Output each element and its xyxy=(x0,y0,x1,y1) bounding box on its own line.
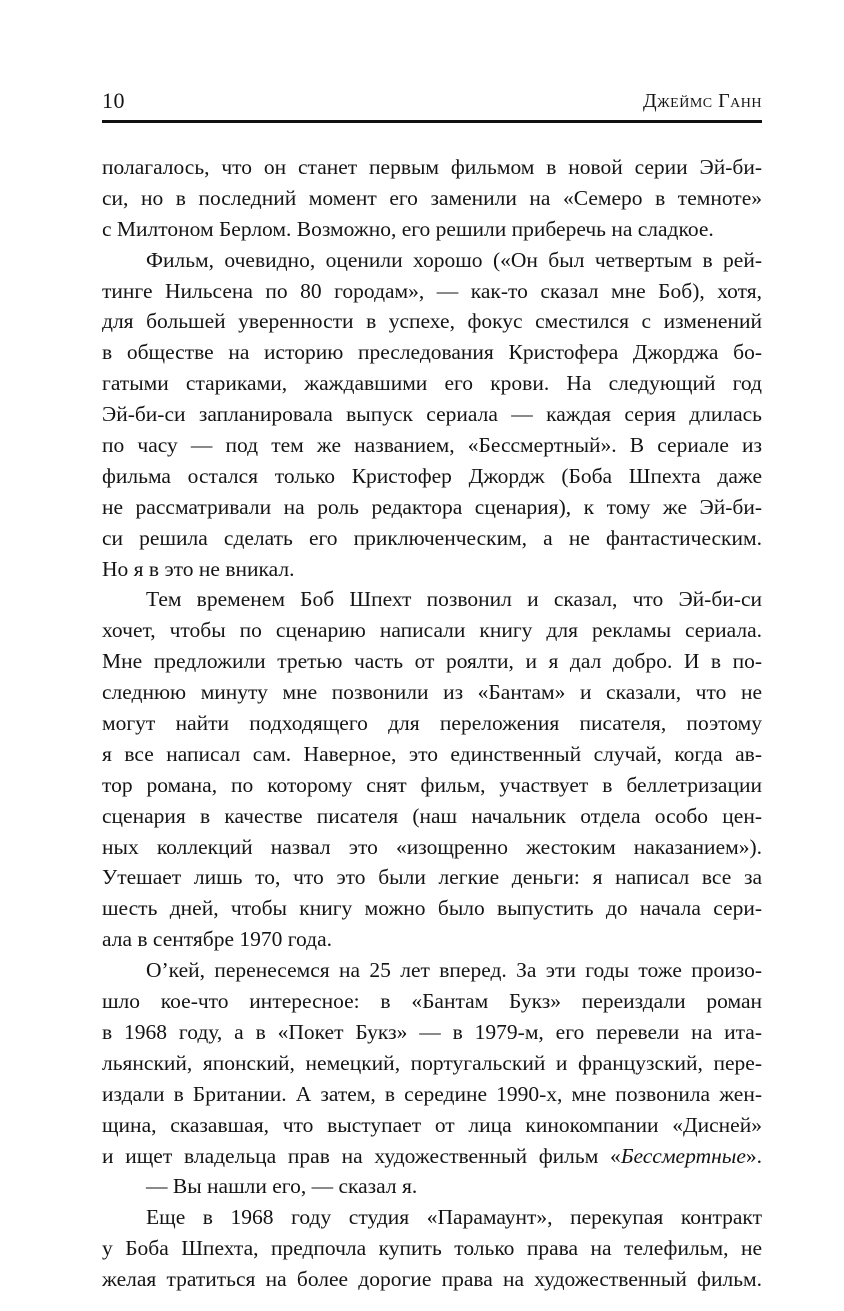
text-line: Эй-би-си запланировала выпуск сериала — каждая серия длилась xyxy=(102,402,762,427)
running-title-author: Джеймс Ганн xyxy=(642,90,762,112)
text-line: сценария в качестве писателя (наш начальник отдела особо цен- xyxy=(102,803,762,828)
text-line: для большей уверенности в успехе, фокус сместился с изменений xyxy=(102,309,762,334)
text-line: могут найти подходящего для переложения писателя, поэтому xyxy=(102,711,762,736)
text-line: — Вы нашли его, — сказал я. xyxy=(146,1174,418,1199)
text-line: с Милтоном Берлом. Возможно, его решили приберечь на сладкое. xyxy=(102,216,714,241)
text-line: у Боба Шпехта, предпочла купить только права на телефильм, не xyxy=(102,1236,762,1261)
text-line: в 1968 году, а в «Покет Букз» — в 1979-м, его перевели на ита- xyxy=(102,1019,762,1044)
text-line: фильма остался только Кристофер Джордж (Боба Шпехта даже xyxy=(102,463,762,488)
text-line: следнюю минуту мне позвонили из «Бантам» и сказали, что не xyxy=(102,680,762,705)
text-line: ных коллекций назвал это «изощренно жестоким наказанием»). xyxy=(102,834,762,859)
text-line: желая тратиться на более дорогие права на художественный фильм. xyxy=(102,1267,762,1292)
text-line: щина, сказавшая, что выступает от лица кинокомпании «Дисней» xyxy=(102,1112,762,1137)
text-line: Мне предложили третью часть от роялти, и я дал добро. И в по- xyxy=(102,649,762,674)
text-line: Тем временем Боб Шпехт позвонил и сказал, что Эй-би-си xyxy=(146,587,762,612)
text-line: льянский, японский, немецкий, португальский и французский, пере- xyxy=(102,1050,762,1075)
text-line: издали в Британии. А затем, в середине 1990-х, мне позвонила жен- xyxy=(102,1081,762,1106)
text-line: ала в сентябре 1970 года. xyxy=(102,927,333,952)
header-rule-divider xyxy=(102,120,762,123)
book-page xyxy=(102,84,762,1292)
running-head xyxy=(102,84,762,120)
text-line: Но я в это не вникал. xyxy=(102,556,295,581)
text-line: гатыми стариками, жаждавшими его крови. На следующий год xyxy=(102,371,762,396)
body-text xyxy=(102,152,762,1295)
text-line: полагалось, что он станет первым фильмом в новой серии Эй-би- xyxy=(102,155,762,179)
text-line: тор романа, по которому снят фильм, участвует в беллетризации xyxy=(102,772,762,797)
text-line: Фильм, очевидно, оценили хорошо («Он был четвертым в рей- xyxy=(146,247,762,272)
text-line: шло кое-что интересное: в «Бантам Букз» переиздали роман xyxy=(102,989,762,1014)
text-line: шесть дней, чтобы книгу можно было выпустить до начала сери- xyxy=(102,896,762,921)
text-line: Еще в 1968 году студия «Парамаунт», перекупая контракт xyxy=(146,1205,762,1230)
page-number: 10 xyxy=(102,88,125,113)
text-line: хочет, чтобы по сценарию написали книгу для рекламы сериала. xyxy=(102,618,762,643)
text-line: Утешает лишь то, что это были легкие деньги: я написал все за xyxy=(102,865,762,890)
text-line: тинге Нильсена по 80 городам», — как-то сказал мне Боб), хотя, xyxy=(102,278,762,303)
text-segment: ». xyxy=(745,1143,762,1168)
text-segment: и ищет владельца прав на художественный фильм « xyxy=(102,1143,621,1168)
text-line: я все написал сам. Наверное, это единственный случай, когда ав- xyxy=(102,741,762,766)
text-line xyxy=(102,1141,762,1172)
text-line: не рассматривали на роль редактора сценария), к тому же Эй-би- xyxy=(102,494,762,519)
italic-film-title: Бессмертные xyxy=(620,1143,746,1168)
text-line: в обществе на историю преследования Кристофера Джорджа бо- xyxy=(102,340,762,365)
text-line: О’кей, перенесемся на 25 лет вперед. За эти годы тоже произо- xyxy=(146,958,762,983)
text-line: си, но в последний момент его заменили на «Семеро в темноте» xyxy=(102,185,762,210)
text-line: по часу — под тем же названием, «Бессмертный». В сериале из xyxy=(102,433,762,458)
text-line: си решила сделать его приключенческим, а не фантастическим. xyxy=(102,525,762,550)
